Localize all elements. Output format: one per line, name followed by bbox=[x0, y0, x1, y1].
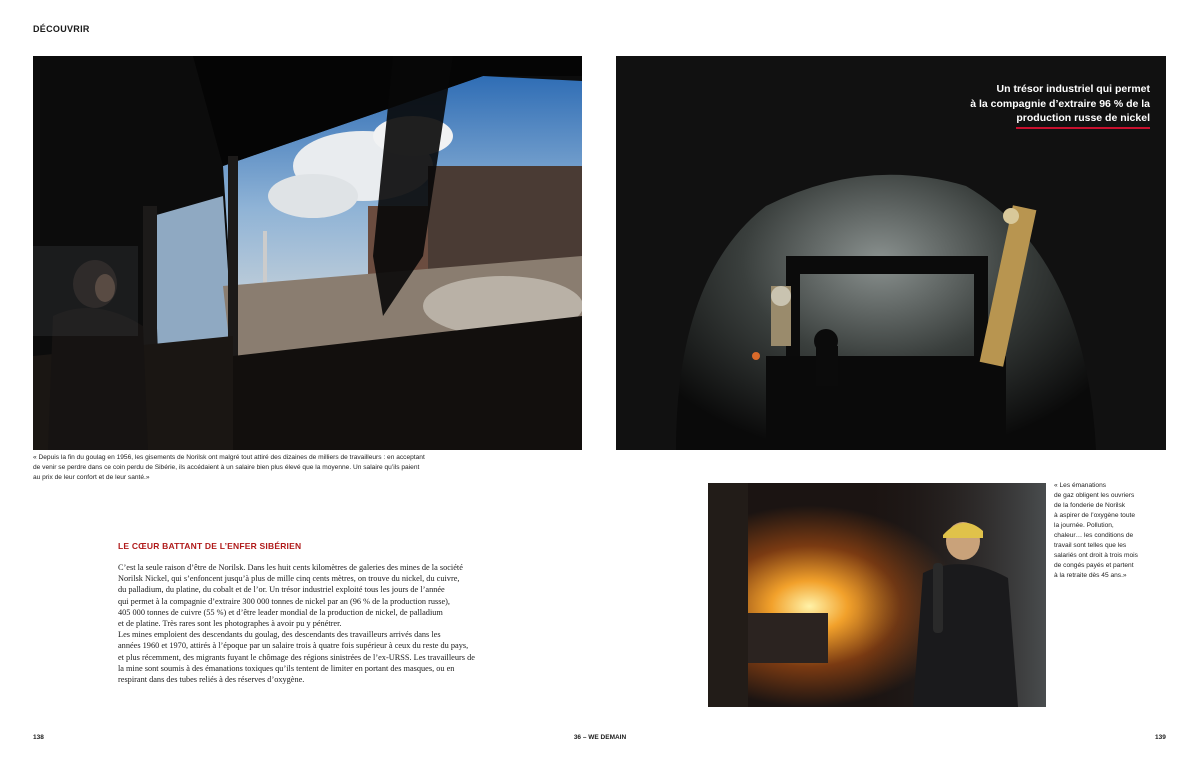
article-body bbox=[118, 562, 553, 685]
article-line: la mine sont soumis à des émanations toxiques qu’ils tentent de limiter en portant des masques, ou en bbox=[118, 663, 455, 673]
section-label: DÉCOUVRIR bbox=[33, 24, 90, 34]
caption-line: salariés ont droit à trois mois bbox=[1054, 552, 1138, 559]
caption-line: « Depuis la fin du goulag en 1956, les gisements de Norilsk ont malgré tout attiré des dizaines de milliers de travailleurs : en acceptant bbox=[33, 454, 425, 461]
caption-line: à aspirer de l’oxygène toute bbox=[1054, 512, 1136, 519]
article-line: 405 000 tonnes de cuivre (55 %) et d’être leader mondial de la production de nickel, de palladium bbox=[118, 607, 443, 617]
page-number-left: 138 bbox=[33, 734, 44, 741]
caption-line: « Les émanations bbox=[1054, 482, 1107, 489]
article-heading: LE CŒUR BATTANT DE L’ENFER SIBÉRIEN bbox=[118, 541, 302, 551]
caption-line: de congés payés et partent bbox=[1054, 562, 1134, 569]
train-photo-caption bbox=[33, 453, 593, 483]
headline-line-1: Un trésor industriel qui permet bbox=[996, 83, 1150, 95]
foundry-photo-caption bbox=[1054, 481, 1169, 581]
foundry-worker-photo-art bbox=[708, 483, 1046, 707]
page-number-right: 139 bbox=[1155, 734, 1166, 741]
caption-line: de gaz obligent les ouvriers bbox=[1054, 492, 1135, 499]
headline-line-3: production russe de nickel bbox=[1016, 111, 1150, 129]
caption-line: de venir se perdre dans ce coin perdu de Sibérie, ils accédaient à un salaire bien plus élevé que la moyenne. Un salaire qu’ils paient bbox=[33, 464, 420, 471]
caption-line: de la fonderie de Norilsk bbox=[1054, 502, 1126, 509]
caption-line: chaleur… les conditions de bbox=[1054, 532, 1134, 539]
article-line: respirant dans des tubes reliés à des réserves d’oxygène. bbox=[118, 675, 305, 685]
headline-line-2: à la compagnie d’extraire 96 % de la bbox=[970, 97, 1150, 110]
train-window-photo-art bbox=[33, 56, 582, 450]
article-line: du palladium, du platine, du cobalt et de l’or. Un trésor industriel exploité tous les jours de l’année bbox=[118, 585, 445, 595]
train-window-photo bbox=[33, 56, 582, 450]
article-line: qui permet à la compagnie d’extraire 300 000 tonnes de nickel par an (96 % de la production russe), bbox=[118, 596, 450, 606]
footer-title: 36 – WE DEMAIN bbox=[573, 734, 627, 741]
article-line: et de platine. Très rares sont les photographes à avoir pu y pénétrer. bbox=[118, 619, 342, 629]
caption-line: au prix de leur confort et de leur santé.» bbox=[33, 474, 150, 481]
article-line: Les mines emploient des descendants du goulag, des descendants des travailleurs arrivés dans les bbox=[118, 630, 441, 640]
caption-line: la journée. Pollution, bbox=[1054, 522, 1114, 529]
photo-headline bbox=[900, 82, 1150, 129]
caption-line: à la retraite dès 45 ans.» bbox=[1054, 572, 1127, 579]
foundry-worker-photo bbox=[708, 483, 1046, 707]
article-line: C’est la seule raison d’être de Norilsk. Dans les huit cents kilomètres de galeries des mines de la société bbox=[118, 563, 463, 572]
article-line: années 1960 et 1970, attirés à l’époque par un salaire trois à quatre fois supérieur à ceux du reste du pays, bbox=[118, 641, 469, 651]
article-line: Norilsk Nickel, qui s’enfoncent jusqu’à plus de mille cinq cents mètres, on trouve du nickel, du cuivre, bbox=[118, 574, 460, 584]
caption-line: travail sont telles que les bbox=[1054, 542, 1127, 549]
article-line: et plus récemment, des migrants fuyant le chômage des régions sinistrées de l’ex-URSS. Les travailleurs de bbox=[118, 652, 475, 662]
